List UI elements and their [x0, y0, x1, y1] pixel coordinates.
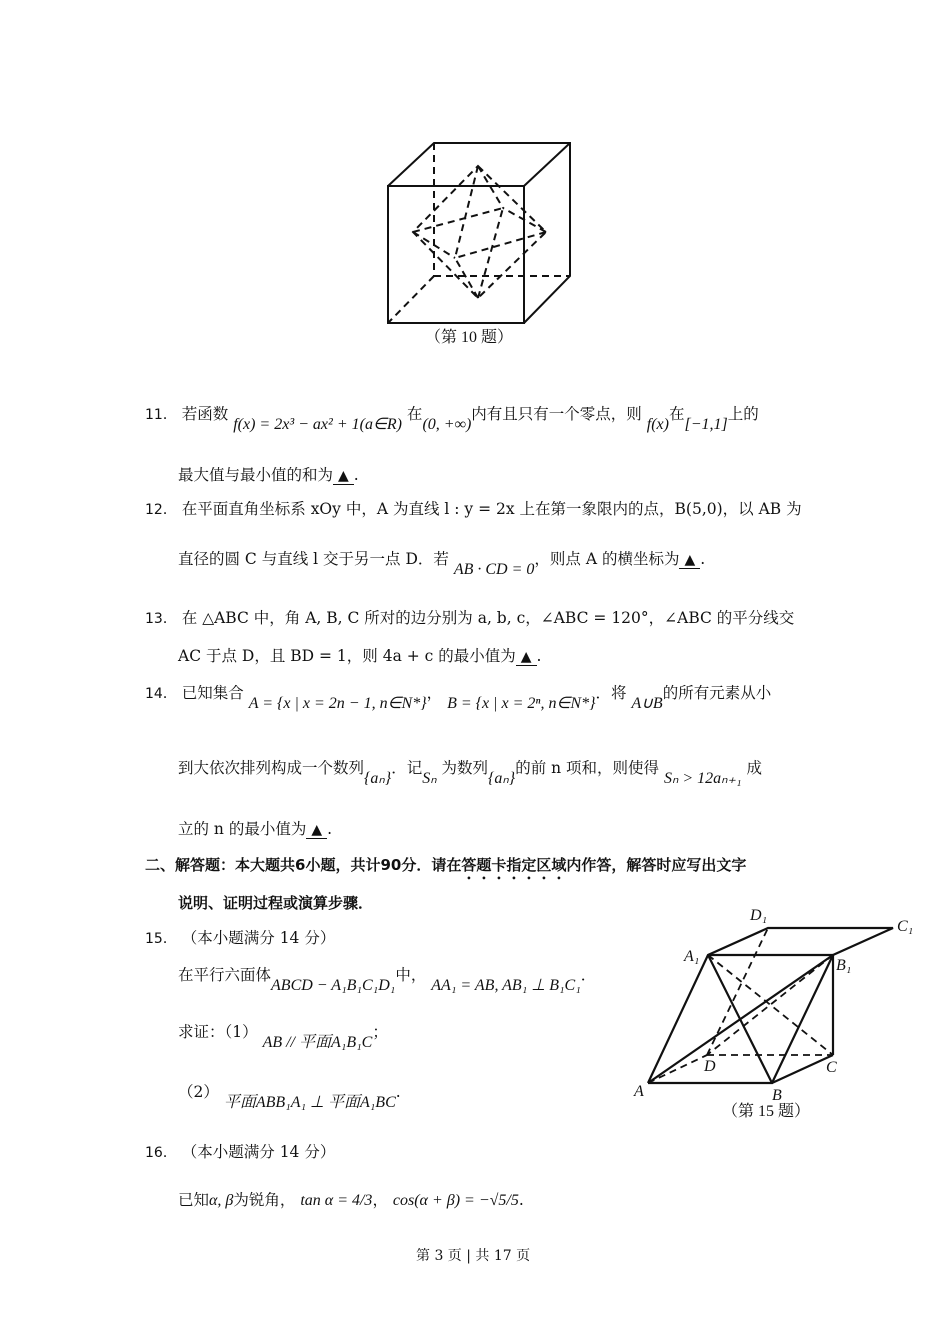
question-14-line2: 到大依次排列构成一个数列{aₙ}．记Sₙ 为数列{aₙ}的前 n 项和，则使得 Sₙ > 12aₙ₊₁ 成: [178, 759, 762, 787]
figure-10-caption: （第 10 题）: [425, 329, 514, 346]
question-15-part1: 求证：（1） AB // 平面A₁B₁C；: [178, 1023, 388, 1051]
question-13-line2: AC 于点 D，且 BD = 1，则 4a + c 的最小值为 ▲ .: [178, 647, 542, 665]
label-B: B: [772, 1087, 782, 1104]
question-14: 14． 已知集合 A = {x | x = 2n − 1, n∈N*}， B = {x | x = 2ⁿ, n∈N*}．将 A∪B的所有元素从小: [145, 684, 772, 712]
answer-blank: ▲: [333, 468, 354, 485]
label-C1: C₁: [897, 918, 914, 935]
section-2-heading: 二、解答题：本大题共6小题，共计90分．请在答题卡指定区域内作答，解答时应写出文字: [145, 856, 747, 874]
question-13: 13． 在 △ABC 中，角 A, B, C 所对的边分别为 a, b, c，∠ABC = 120°，∠ABC 的平分线交: [145, 609, 795, 627]
label-C: C: [826, 1059, 837, 1076]
question-16-header: 16． （本小题满分 14 分）: [145, 1143, 336, 1161]
section-2-heading-line2: 说明、证明过程或演算步骤．: [178, 894, 374, 912]
formula: AB · CD = 0: [453, 561, 535, 578]
figure-15-parallelepiped: [620, 900, 920, 1130]
label-A: A: [634, 1083, 644, 1100]
label-B1: B₁: [836, 957, 852, 974]
question-12: 12． 在平面直角坐标系 xOy 中，A 为直线 l : y = 2x 上在第一象限内的点，B(5,0)，以 AB 为: [145, 500, 802, 518]
answer-blank: ▲: [516, 649, 537, 666]
formula: f(x) = 2x³ − ax² + 1(a∈R): [233, 416, 402, 433]
label-D: D: [704, 1058, 716, 1075]
label-A1: A₁: [684, 948, 700, 965]
figure-15-caption: （第 15 题）: [722, 1103, 811, 1120]
question-12-line2: 直径的圆 C 与直线 l 交于另一点 D．若 AB · CD = 0，则点 A 的横坐标为 ▲ .: [178, 550, 706, 578]
question-16-statement: 已知α, β为锐角， tan α = 4/3， cos(α + β) = −√5/5.: [178, 1191, 524, 1209]
label-D1: D₁: [750, 907, 768, 924]
question-11-line2: 最大值与最小值的和为 ▲ .: [178, 466, 359, 484]
question-15-header: 15． （本小题满分 14 分）: [145, 929, 336, 947]
page-footer: 第 3 页 | 共 17 页: [416, 1248, 531, 1264]
answer-blank: ▲: [679, 552, 700, 569]
question-15-part2: （2） 平面ABB₁A₁ ⊥ 平面A₁BC.: [178, 1083, 401, 1111]
question-11: 11． 若函数 f(x) = 2x³ − ax² + 1(a∈R) 在(0, +∞)内有且只有一个零点，则 f(x)在[−1,1]上的: [145, 405, 759, 433]
answer-blank: ▲: [306, 822, 327, 839]
question-15-statement: 在平行六面体ABCD − A₁B₁C₁D₁中， AA₁ = AB, AB₁ ⊥ B₁C₁．: [178, 966, 597, 994]
figure-10-cube-octahedron: [380, 135, 580, 335]
question-14-line3: 立的 n 的最小值为 ▲ .: [178, 820, 333, 838]
